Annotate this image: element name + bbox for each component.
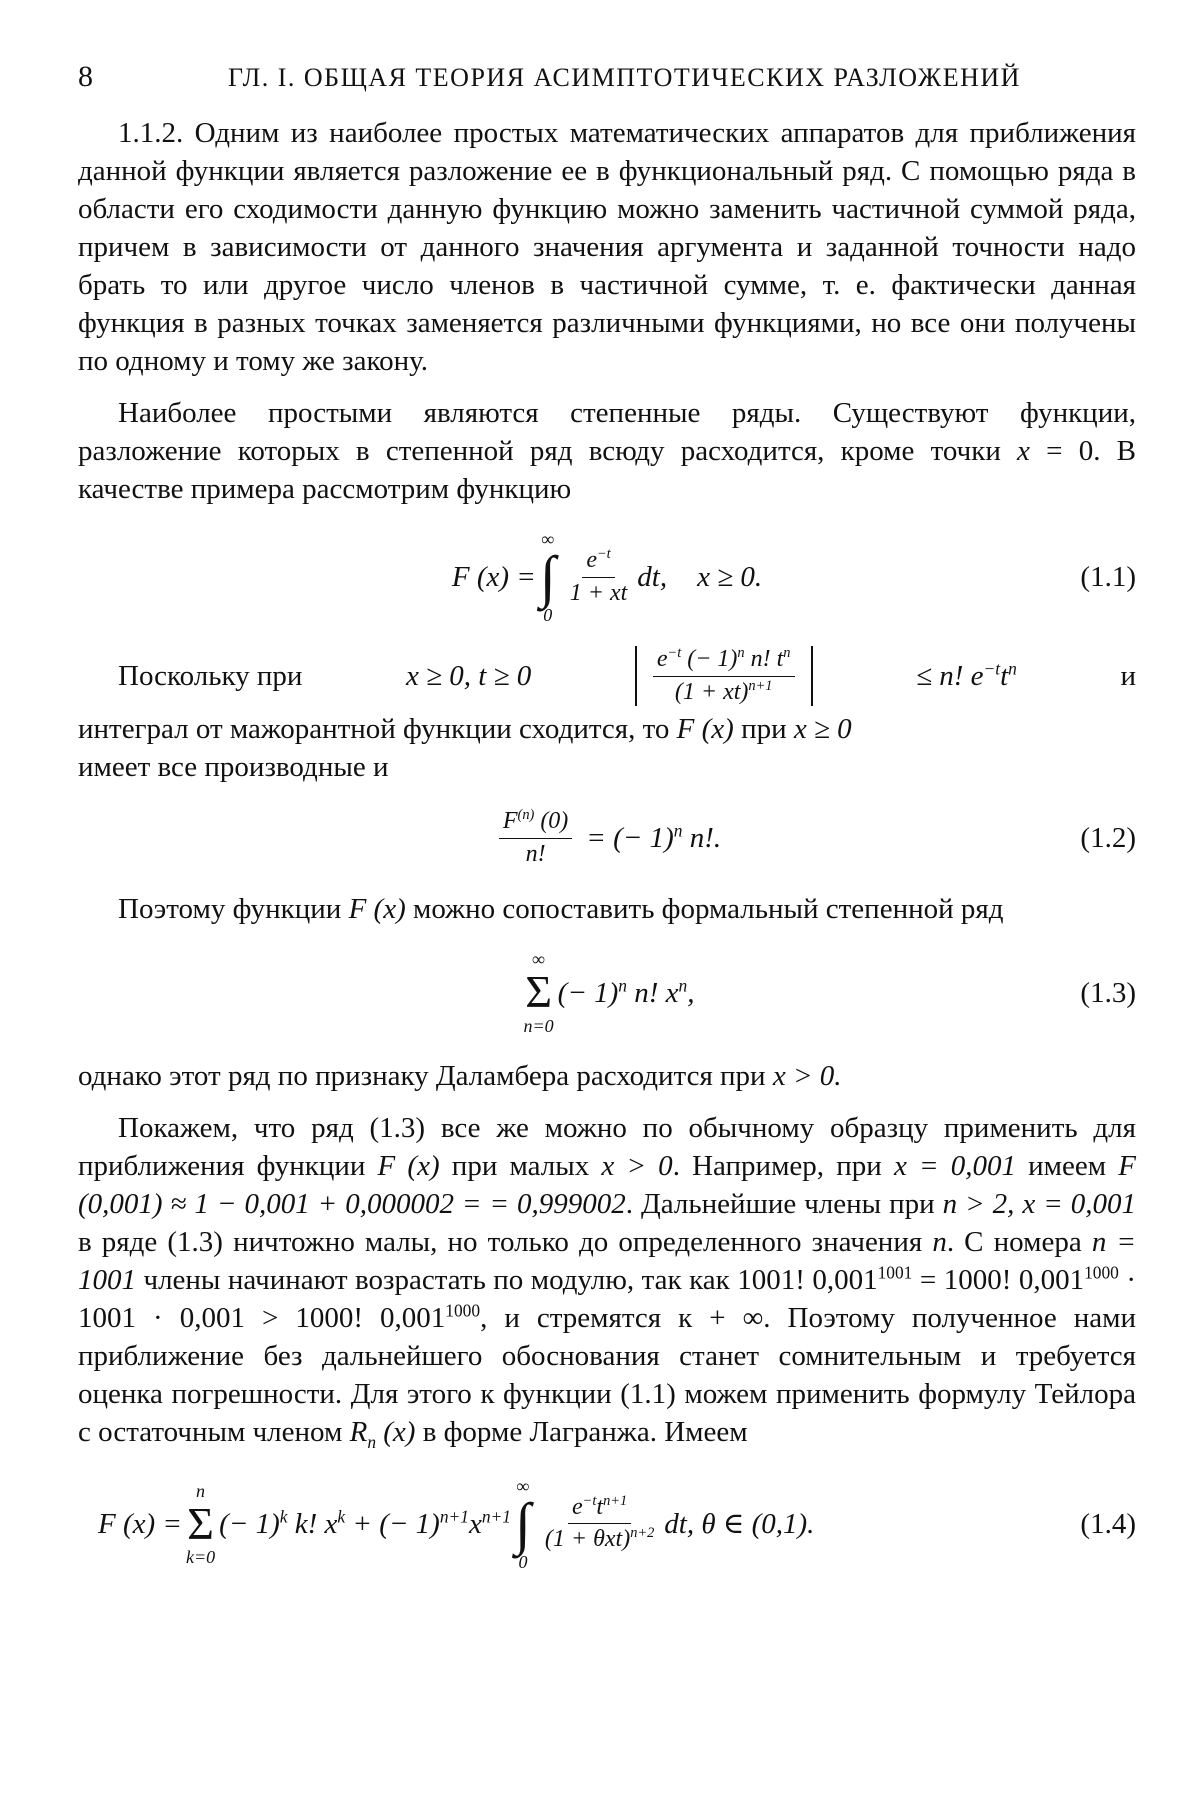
absolute-value: $\frac{e^{-t} (- 1)^n n! t^n}{(1 + xt)^{n+1}}$ [635, 646, 813, 706]
running-title: ГЛ. I. ОБЩАЯ ТЕОРИЯ АСИМПТОТИЧЕСКИХ РАЗЛОЖЕНИЙ [228, 63, 1021, 92]
paragraph-approximation: Покажем, что ряд (1.3) все же можно по обычному образцу применить для приближения функции F (x) при малых x > 0. Например, при x = 0,001 имеем F (0,001) ≈ 1 − 0,001 + 0,000002 = = 0,999002. Дальнейшие члены при n > 2, x = 0,001 в ряде (1.3) ничтожно малы, но только до определенного значения n. С номера n = 1001 члены начинают возрастать по модулю, так как 1001! $0,001^{1001} = 1000$! $0,001^{1000} \cdot 1001 \cdot 0,001 > 1000$! $0,001^{1000}$, и стремятся к + ∞. Поэтому полученное нами приближение без дальнейшего обоснования станет сомнительным и требуется оценка погрешности. Для этого к функции (1.1) можем применить формулу Тейлора с остаточным членом $R_n$ (x) в форме Лагранжа. Имеем [78, 1111, 1136, 1452]
paragraph-power-series: Наиболее простыми являются степенные ряды. Существуют функции, разложение которых в степенной ряд всюду расходится, кроме точки x = 0. В качестве примера рассмотрим функцию [78, 397, 1137, 505]
equation-label: (1.4) [1080, 1507, 1136, 1540]
page-number: 8 [78, 60, 95, 93]
paragraph-dalembert: однако этот ряд по признаку Даламбера расходится при x > 0. [78, 1059, 842, 1092]
equation-1-3: ∞ Σ n=0 (− 1)$^n$ n! $x^n$, (1.3) [523, 949, 1136, 1036]
equation-label: (1.1) [1080, 561, 1136, 593]
paragraph-1-1-2: 1.1.2. Одним из наиболее простых математических аппаратов для приближения данной функции является разложение ее в функциональный ряд. С помощью ряда в области его сходимости данную функцию можно заменить частичной суммой ряда, причем в зависимости от данного значения аргумента и заданной точности надо брать то или другое число членов в частичной сумме, т. е. фактически данная функция в разных точках заменяется различными функциями, но все они получены по одному и тому же закону. [78, 117, 1136, 377]
summation: n Σ k=0 [185, 1480, 216, 1567]
equation-1-1: F (x) = ∞ ∫ 0 $\frac{e^{-t}}{1 + xt}$ dt, x ≥ 0. (1.1) [451, 529, 1136, 625]
majorant-line: Поскольку при x ≥ 0, t ≥ 0 $\frac{e^{-t} (- 1)^n n! t^n}{(1 + xt)^{n+1}}$ ≤ n! $e^{-t}t^n$ и [118, 645, 1136, 705]
running-head [78, 58, 1136, 114]
equation-1-2: $\frac{F^{(n)} (0)}{n!}$ = (− 1)$^n$ n!. (1.2) [78, 808, 1136, 868]
paragraph-majorant-cont: интеграл от мажорантной функции сходится, то F (x) при x ≥ 0 имеет все производные и [78, 713, 852, 784]
integral: ∞ ∫ 0 [515, 1475, 531, 1572]
paragraph-formal-series: Поэтому функции F (x) можно сопоставить формальный степенной ряд [118, 893, 1004, 926]
integral: ∞ ∫ 0 [539, 529, 556, 625]
equation-1-4: F (x) = n Σ k=0 (− 1)$^k$ k! $x^k$ + (− $1)^{n+1}x^{n+1}$ ∞ ∫ 0 $\frac{e^{-t}t^{n+1}}{(1 + \theta xt)^{n+2}}$ dt, θ ∈ (0,1). (1.4) [98, 1475, 1136, 1572]
summation: ∞ Σ n=0 [523, 949, 554, 1036]
equation-label: (1.3) [1080, 976, 1136, 1009]
equation-label: (1.2) [1080, 822, 1136, 855]
integrand-fraction: $\frac{e^{-t}}{1 + xt}$ [569, 545, 628, 606]
